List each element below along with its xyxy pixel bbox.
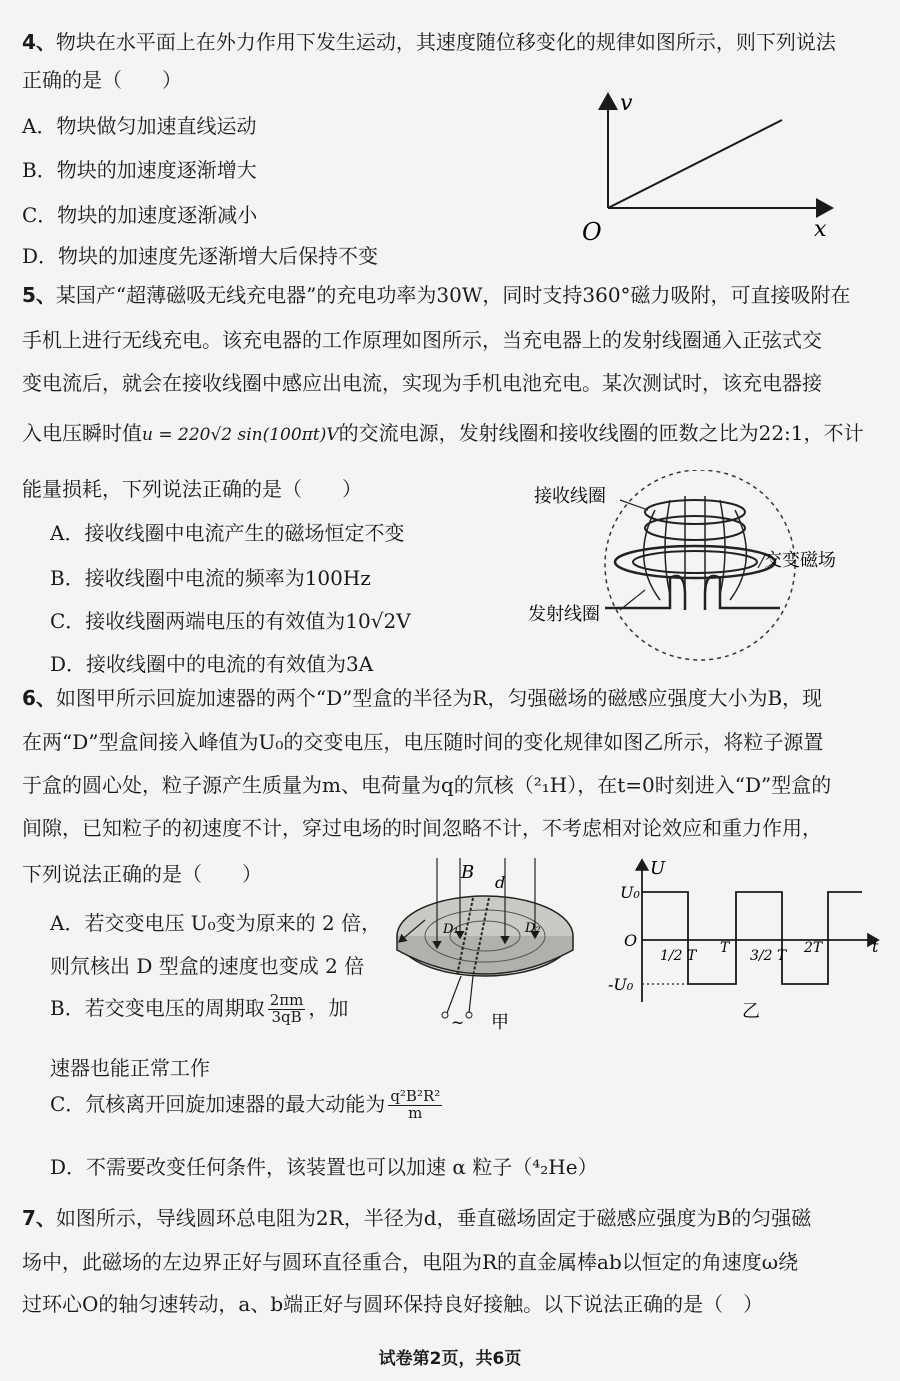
q6-option-b-fraction: $\frac{2\pi m}{3qB}$ bbox=[269, 991, 304, 1026]
d1-label: D₁ bbox=[443, 922, 459, 937]
u-label: U bbox=[650, 858, 666, 879]
tick-2t: 2T bbox=[804, 940, 823, 956]
tick-t: T bbox=[720, 940, 730, 956]
q7-number: 7、 bbox=[22, 1206, 56, 1230]
q5-option-d[interactable]: D．接收线圈中的电流的有效值为3A bbox=[50, 652, 374, 676]
q5-voltage-formula: u = 220√2 sin(100πt)V bbox=[142, 425, 339, 445]
tick-three-half-t: 3/2 T bbox=[750, 948, 787, 964]
cyclotron-d-label: d bbox=[495, 873, 506, 892]
origin-label-yi: O bbox=[624, 931, 638, 950]
q5-line4: 入电压瞬时值u = 220√2 sin(100πt)V的交流电源，发射线圈和接收线圈的匝数之比为22:1，不计 bbox=[22, 421, 864, 445]
neg-u0-label: -U₀ bbox=[608, 975, 634, 994]
q6-option-d[interactable]: D．不需要改变任何条件，该装置也可以加速 α 粒子（⁴₂He） bbox=[50, 1155, 598, 1179]
q5-option-c[interactable]: C．接收线圈两端电压的有效值为10√2V bbox=[50, 609, 411, 633]
q4-option-b[interactable]: B．物块的加速度逐渐增大 bbox=[22, 158, 257, 182]
q5-line2: 手机上进行无线充电。该充电器的工作原理如图所示，当充电器上的发射线圈通入正弦式交 bbox=[22, 328, 822, 352]
cyclotron-b-label: B bbox=[461, 862, 475, 883]
q5-option-b[interactable]: B．接收线圈中电流的频率为100Hz bbox=[50, 566, 371, 590]
q7-line1: 7、如图所示，导线圆环总电阻为2R，半径为d，垂直磁场固定于磁感应强度为B的匀强磁 bbox=[22, 1206, 812, 1230]
figure-jia-label: 甲 bbox=[491, 1012, 509, 1033]
t-label: t bbox=[872, 937, 879, 956]
q4-stem-line2: 正确的是（ ） bbox=[22, 68, 182, 92]
tick-half-t: 1/2 T bbox=[660, 948, 697, 964]
q5-charger-figure bbox=[520, 470, 880, 670]
q7-line2: 场中，此磁场的左边界正好与圆环直径重合，电阻为R的直金属棒ab以恒定的角速度ω绕 bbox=[22, 1250, 799, 1274]
charger-base bbox=[605, 576, 780, 610]
q4-number: 4、 bbox=[22, 30, 56, 54]
square-wave bbox=[642, 892, 862, 984]
q6-option-a-line2[interactable]: 则氘核出 D 型盒的速度也变成 2 倍 bbox=[50, 954, 365, 978]
q5-option-a[interactable]: A．接收线圈中电流产生的磁场恒定不变 bbox=[50, 521, 405, 545]
q7-line3: 过环心O的轴匀速转动，a、b端正好与圆环保持良好接触。以下说法正确的是（ ） bbox=[22, 1292, 764, 1316]
d2-label: D₂ bbox=[525, 921, 541, 936]
figure-yi-label: 乙 bbox=[742, 1001, 760, 1022]
q6-option-b-line2[interactable]: 速器也能正常工作 bbox=[50, 1056, 210, 1080]
v-x-line bbox=[608, 120, 782, 208]
page-footer: 试卷第2页，共6页 bbox=[378, 1349, 522, 1369]
transmit-coil-inner bbox=[633, 551, 757, 573]
q5-line3: 变电流后，就会在接收线圈中感应出电流，实现为手机电池充电。某次测试时，该充电器接 bbox=[22, 371, 822, 395]
receive-coil-bottom bbox=[645, 516, 745, 540]
q6-voltage-waveform bbox=[600, 852, 890, 1032]
transmit-coil-label: 发射线圈 bbox=[528, 604, 600, 625]
q6-option-a-line1[interactable]: A．若交变电压 U₀变为原来的 2 倍， bbox=[50, 911, 382, 935]
q6-line1: 6、如图甲所示回旋加速器的两个“D”型盒的半径为R，匀强磁场的磁感应强度大小为B，现 bbox=[22, 686, 823, 710]
receive-coil-label: 接收线圈 bbox=[534, 486, 606, 507]
q6-line5: 下列说法正确的是（ ） bbox=[22, 862, 262, 886]
q4-stem-line1: 4、物块在水平面上在外力作用下发生运动，其速度随位移变化的规律如图所示，则下列说法 bbox=[22, 30, 836, 54]
q4-option-d[interactable]: D．物块的加速度先逐渐增大后保持不变 bbox=[22, 244, 379, 268]
q4-vx-graph bbox=[570, 88, 850, 248]
q5-line5: 能量损耗，下列说法正确的是（ ） bbox=[22, 477, 362, 501]
q4-option-a[interactable]: A．物块做匀加速直线运动 bbox=[22, 114, 257, 138]
q6-option-c-fraction: $\frac{\text{q²B²R²}}{m}$ bbox=[390, 1087, 441, 1122]
q6-line3: 于盒的圆心处，粒子源产生质量为m、电荷量为q的氘核（²₁H），在t=0时刻进入“D”型盒的 bbox=[22, 773, 832, 797]
q6-option-c[interactable]: C．氘核离开回旋加速器的最大动能为 $\frac{\text{q²B²R²}}{m}$ bbox=[50, 1087, 441, 1122]
u0-label: U₀ bbox=[620, 883, 640, 902]
q5-line1: 5、某国产“超薄磁吸无线充电器”的充电功率为30W，同时支持360°磁力吸附，可直接吸附在 bbox=[22, 283, 851, 307]
ac-source-label: ~ bbox=[451, 1013, 465, 1032]
q6-line2: 在两“D”型盒间接入峰值为U₀的交变电压，电压随时间的变化规律如图乙所示，将粒子源置 bbox=[22, 730, 824, 754]
q6-option-b-line1[interactable]: B．若交变电压的周期取 $\frac{2\pi m}{3qB}$ ，加 bbox=[50, 991, 349, 1026]
q4-option-c[interactable]: C．物块的加速度逐渐减小 bbox=[22, 203, 258, 227]
alt-field-label: 交变磁场 bbox=[764, 550, 836, 571]
q5-number: 5、 bbox=[22, 283, 56, 307]
q6-cyclotron-figure bbox=[385, 858, 585, 1033]
x-label: x bbox=[814, 217, 827, 242]
q6-number: 6、 bbox=[22, 686, 56, 710]
q6-line4: 间隙，已知粒子的初速度不计，穿过电场的时间忽略不计，不考虑相对论效应和重力作用， bbox=[22, 816, 822, 840]
v-label: v bbox=[620, 91, 633, 116]
origin-label: O bbox=[582, 218, 602, 246]
